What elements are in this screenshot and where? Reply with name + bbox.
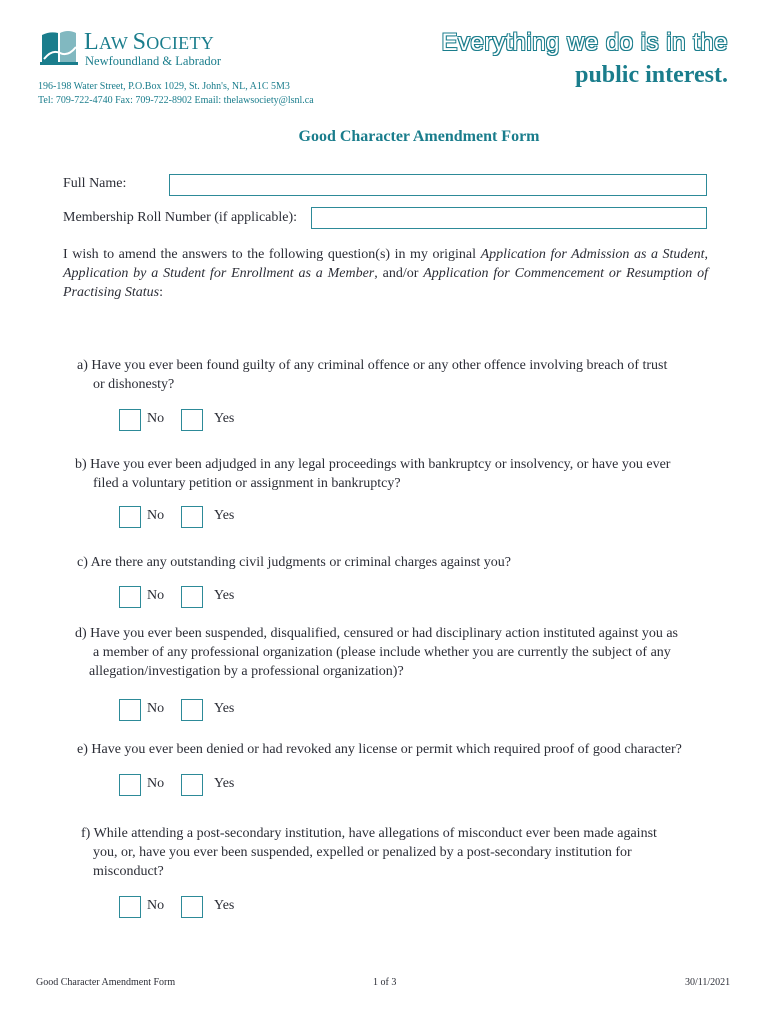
question-d-line-3: allegation/investigation by a professional organization)? <box>89 664 404 679</box>
form-title: Good Character Amendment Form <box>298 128 540 145</box>
roll-number-field[interactable] <box>311 207 707 229</box>
question-e-line-1: e) Have you ever been denied or had revoked any license or permit which required proof of good character? <box>77 742 682 757</box>
question-c-no-label: No <box>147 588 165 603</box>
address-block <box>38 80 314 108</box>
question-d-no-checkbox[interactable] <box>119 699 141 721</box>
organization-subtitle: Newfoundland & Labrador <box>85 54 222 68</box>
question-e-no-checkbox[interactable] <box>119 774 141 796</box>
question-e-no-label: No <box>147 776 165 791</box>
roll-number-label: Membership Roll Number (if applicable): <box>63 210 298 225</box>
intro-separator-1: , <box>704 247 708 262</box>
question-c-yes-label: Yes <box>214 588 235 603</box>
question-a-line-2: or dishonesty? <box>93 377 175 392</box>
question-d-line-2: a member of any professional organization (please include whether you are currently the subject of any <box>93 645 671 660</box>
question-f-no-checkbox[interactable] <box>119 896 141 918</box>
question-f-line-3: misconduct? <box>93 864 164 879</box>
question-e-yes-label: Yes <box>214 776 235 791</box>
question-b-yes-label: Yes <box>214 508 235 523</box>
question-f <box>81 824 657 881</box>
address-line: 196-198 Water Street, P.O.Box 1029, St. John's, NL, A1C 5M3 <box>38 81 290 92</box>
intro-application-commencement: Application for Commencement or Resumption of Practising Status <box>63 266 708 300</box>
footer-form-name: Good Character Amendment Form <box>36 977 176 988</box>
question-f-line-2: you, or, have you ever been suspended, expelled or penalized by a post-secondary institution for <box>93 845 632 860</box>
question-d-yes-checkbox[interactable] <box>181 699 203 721</box>
tagline-line-1: Everything we do is in the <box>441 29 728 56</box>
question-c <box>77 553 511 572</box>
intro-suffix: : <box>159 285 163 300</box>
question-b-no-label: No <box>147 508 165 523</box>
intro-prefix: I wish to amend the answers to the following question(s) in my original <box>63 247 481 262</box>
question-f-no-label: No <box>147 898 165 913</box>
question-a-line-1: a) Have you ever been found guilty of any criminal offence or any other offence involving breach of trust <box>77 358 668 373</box>
footer-date: 30/11/2021 <box>685 977 731 988</box>
intro-separator-2: , and/or <box>374 266 424 281</box>
law-society-logo-icon <box>40 29 78 65</box>
question-f-yes-label: Yes <box>214 898 235 913</box>
question-b-yes-checkbox[interactable] <box>181 506 203 528</box>
question-b-line-1: b) Have you ever been adjudged in any legal proceedings with bankruptcy or insolvency, or have you ever <box>75 457 671 472</box>
question-e <box>77 740 682 759</box>
question-c-line-1: c) Are there any outstanding civil judgments or criminal charges against you? <box>77 555 512 570</box>
intro-application-enrollment: Application by a Student for Enrollment as a Member <box>63 266 375 281</box>
question-d <box>75 624 678 681</box>
full-name-label: Full Name: <box>63 176 127 191</box>
footer-page-number: 1 of 3 <box>373 977 397 988</box>
question-d-no-label: No <box>147 701 165 716</box>
intro-application-admission: Application for Admission as a Student <box>480 247 705 262</box>
question-c-yes-checkbox[interactable] <box>181 586 203 608</box>
question-a-yes-label: Yes <box>214 411 235 426</box>
question-c-no-checkbox[interactable] <box>119 586 141 608</box>
question-b-no-checkbox[interactable] <box>119 506 141 528</box>
question-e-yes-checkbox[interactable] <box>181 774 203 796</box>
question-a-yes-checkbox[interactable] <box>181 409 203 431</box>
question-a-no-label: No <box>147 411 165 426</box>
intro-paragraph <box>63 245 708 302</box>
tagline-line-2: public interest. <box>575 62 728 88</box>
full-name-field[interactable] <box>169 174 707 196</box>
question-d-line-1: d) Have you ever been suspended, disqualified, censured or had disciplinary action instituted against you as <box>75 626 678 641</box>
question-a-no-checkbox[interactable] <box>119 409 141 431</box>
question-a <box>77 356 667 394</box>
question-f-line-1: f) While attending a post-secondary institution, have allegations of misconduct ever been made against <box>81 826 657 841</box>
organization-name: LAW SOCIETY <box>84 29 215 55</box>
contact-line: Tel: 709-722-4740 Fax: 709-722-8902 Email: thelawsociety@lsnl.ca <box>38 95 314 106</box>
question-b <box>75 455 670 493</box>
question-b-line-2: filed a voluntary petition or assignment in bankruptcy? <box>93 476 401 491</box>
question-d-yes-label: Yes <box>214 701 235 716</box>
question-f-yes-checkbox[interactable] <box>181 896 203 918</box>
